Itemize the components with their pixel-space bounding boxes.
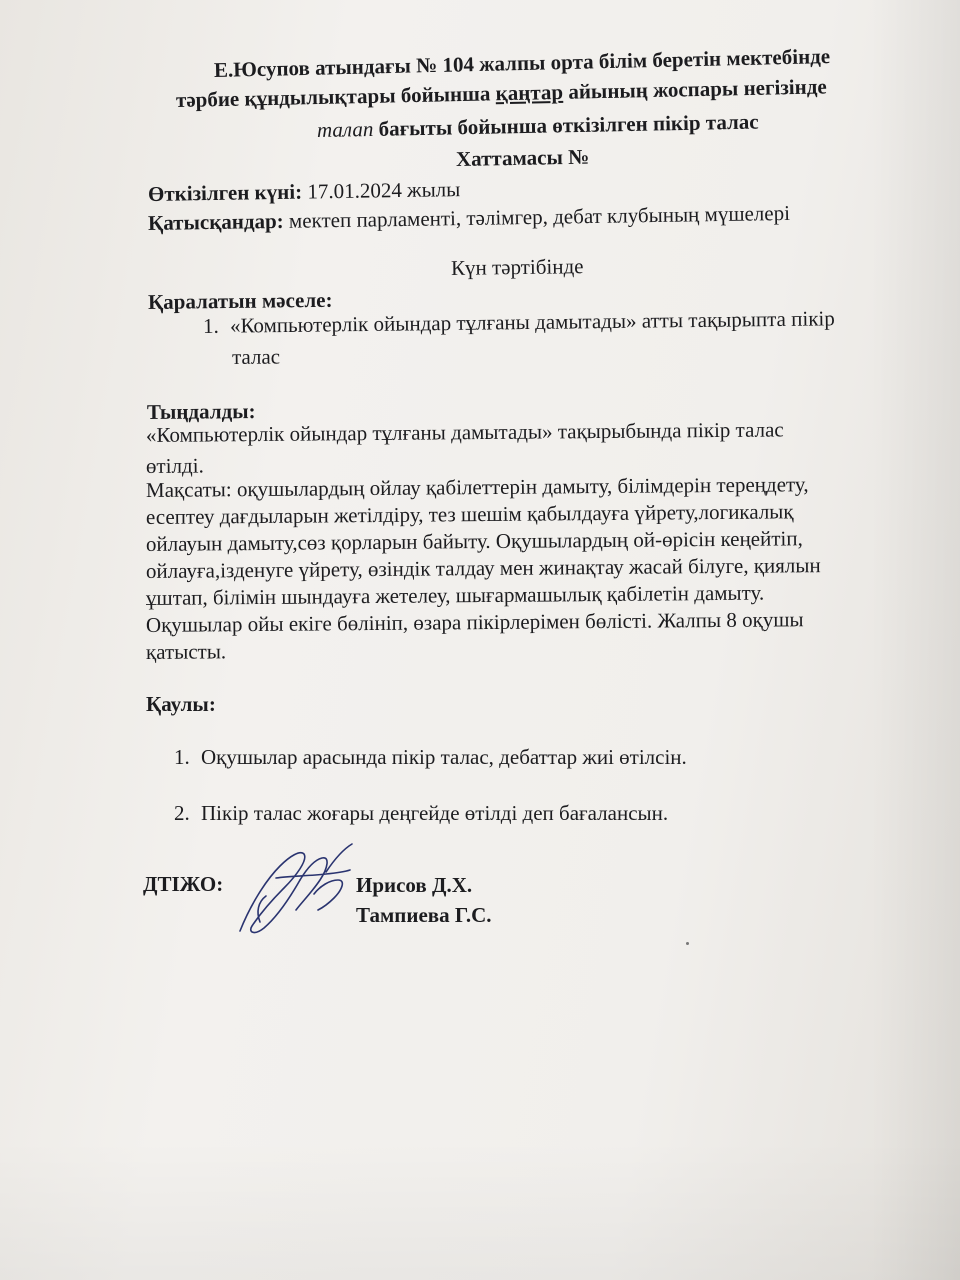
- agenda-title: [451, 252, 584, 282]
- header-month: қаңтар: [495, 79, 564, 106]
- header-line-2-pre: тәрбие құндылықтары бойынша: [175, 81, 496, 112]
- handwritten-signature: [230, 836, 370, 946]
- signatory-name-text: Тампиева Г.С.: [356, 903, 492, 927]
- signature-role: [143, 870, 223, 898]
- date-label: Өткізілген күні:: [147, 179, 303, 206]
- heard-text: «Компьютерлік ойындар тұлғаны дамытады» тақырыбында пікір талас: [145, 417, 784, 447]
- heard-line: [146, 605, 804, 639]
- heard-text: өтілді.: [145, 453, 204, 478]
- date-row: [148, 175, 461, 208]
- document-title: [456, 143, 590, 173]
- issue-label-text: Қаралатын мәселе:: [147, 287, 333, 314]
- heard-text: ойлауын дамыту,сөз қорларын байыту. Оқушылардың ой-өрісін кеңейтіп,: [145, 526, 803, 556]
- heard-line: [146, 637, 226, 666]
- signatory-name: [356, 901, 492, 929]
- signatory-name: [356, 871, 472, 899]
- decision-item: [174, 799, 668, 827]
- decision-item-number: 1.: [174, 745, 190, 769]
- participants-value: мектеп парламенті, тәлімгер, дебат клубының мүшелері: [283, 200, 791, 233]
- decision-label-text: Қаулы:: [146, 692, 216, 716]
- heard-text: есептеу дағдыларын жетілдіру, тез шешім қабылдауға үйрету,логикалық: [145, 499, 794, 529]
- heard-label-text: Тыңдалды:: [146, 399, 256, 424]
- paper-shadow-right: [870, 0, 960, 1280]
- heard-text: ұштап, білімін шындауға жетелеу, шығармашылық қабілетін дамыту.: [145, 580, 765, 610]
- heard-text: қатысты.: [145, 639, 227, 664]
- heard-text: ойлауға,ізденуге үйрету, өзіндік талдау мен жинақтау жасай білуге, қиялын: [145, 553, 821, 583]
- heard-text: Мақсаты: оқушылардың ойлау қабілеттерін дамыту, білімдерін тереңдету,: [145, 472, 809, 502]
- decision-label: [146, 690, 216, 718]
- header-line-3: [317, 108, 759, 144]
- paper-speck: [686, 942, 689, 945]
- header-line-3-rest: бағыты бойынша өткізілген пікір талас: [373, 109, 759, 141]
- date-value: 17.01.2024 жылы: [301, 177, 461, 204]
- paper-shadow-bottom: [0, 1140, 960, 1280]
- decision-item-text: Оқушылар арасында пікір талас, дебаттар жиі өтілсін.: [201, 745, 687, 769]
- header-line-1-text: Е.Юсупов атындағы № 104 жалпы орта білім беретін мектебінде: [213, 44, 831, 82]
- participants-label: Қатысқандар:: [147, 208, 284, 235]
- agenda-item-text-2: талас: [231, 344, 281, 369]
- agenda-title-text: Күн тәртібінде: [450, 254, 584, 280]
- signatory-name-text: Ирисов Д.Х.: [356, 873, 473, 897]
- agenda-item-1-continued: [232, 342, 280, 371]
- header-direction: талап: [316, 116, 374, 142]
- agenda-item-number: 1.: [202, 313, 219, 338]
- agenda-item-text: «Компьютерлік ойындар тұлғаны дамытады» атты тақырыпта пікір: [229, 306, 835, 338]
- decision-item-number: 2.: [174, 801, 190, 825]
- heard-line: [146, 415, 784, 449]
- document-title-text: Хаттамасы №: [455, 144, 590, 171]
- decision-item: [174, 743, 687, 771]
- decision-item-text: Пікір талас жоғары деңгейде өтілді деп бағалансын.: [201, 801, 669, 825]
- header-line-2-post: айының жоспары негізінде: [562, 74, 827, 104]
- signature-role-text: ДТІЖО:: [143, 872, 224, 896]
- heard-text: Оқушылар ойы екіге бөлініп, өзара пікірлерімен бөлісті. Жалпы 8 оқушы: [145, 607, 804, 637]
